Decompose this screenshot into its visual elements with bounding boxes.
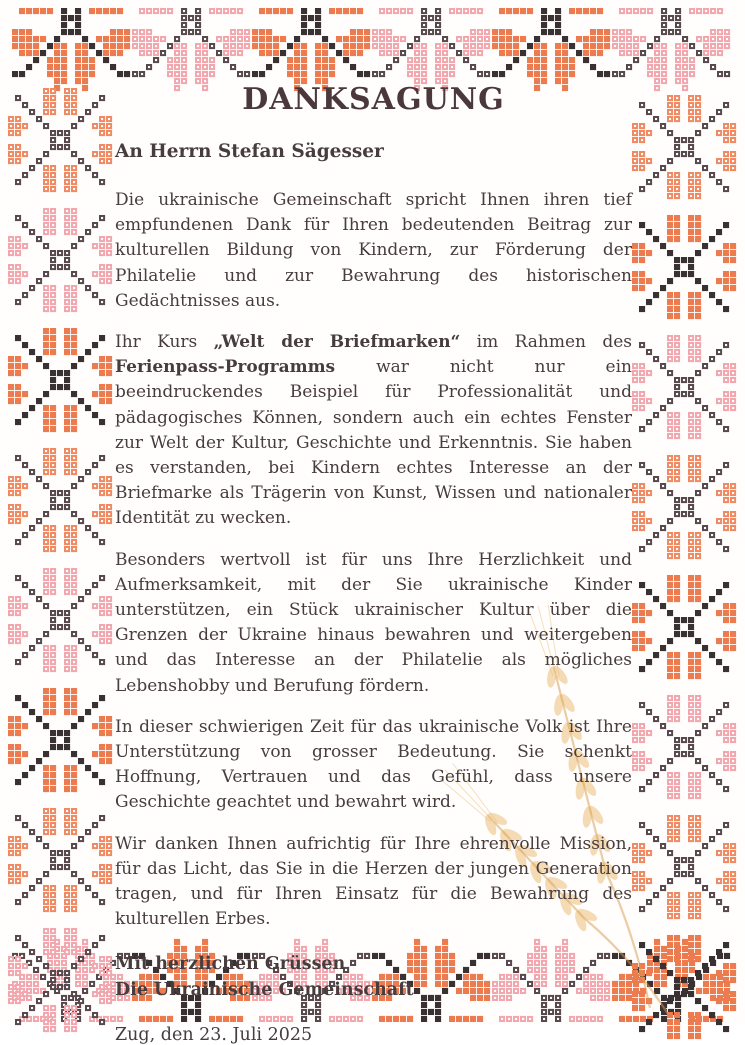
border-left [8, 88, 112, 1032]
p2-text-2: im Rahmen des [460, 332, 633, 353]
p2-course-title: „Welt der Briefmarken“ [213, 332, 461, 353]
letter-content [115, 82, 632, 1045]
p2-text-3: war nicht nur ein beeindruckendes Beispiel für Professionalität und pädagogisches Können, sondern auch ein echtes Fenster zur Welt der Kultur, Geschichte und Erkenntnis. Sie haben es verstanden, bei Kindern echtes Interesse an der Briefmarke als Trägerin von Kunst, Wissen und nationaler Identität zu wecken. [115, 357, 632, 529]
closing-salutation: Mit herzlichen Grüssen [115, 954, 346, 975]
paragraph-thanks: Wir danken Ihnen aufrichtig für Ihre ehrenvolle Mission, für das Licht, das Sie in die Herzen der jungen Generation tragen, und für Ihren Einsatz für die Bewahrung des kulturellen Erbes. [115, 833, 632, 930]
paragraph-gratitude: Die ukrainische Gemeinschaft spricht Ihnen ihren tief empfundenen Dank für Ihren bedeutenden Beitrag zur kulturellen Bildung von Kindern, zur Förderung der Philatelie und zur Bewahrung des historischen Gedächtnisses aus. [115, 190, 632, 311]
border-right [632, 95, 736, 1039]
p2-text-1: Ihr Kurs [115, 332, 214, 353]
closing-block [115, 952, 632, 1003]
p2-program-name: Ferienpass-Programms [115, 357, 336, 378]
date-line: Zug, den 23. Juli 2025 [115, 1025, 313, 1045]
paragraph-course [115, 330, 632, 532]
recipient-line: An Herrn Stefan Sägesser [115, 141, 384, 162]
paragraph-appreciation: Besonders wertvoll ist für uns Ihre Herzlichkeit und Aufmerksamkeit, mit der Sie ukrainische Kinder unterstützen, ein Stück ukrainischer Kultur über die Grenzen der Ukraine hinaus bewahren und weitergeben und das Interesse an der Philatelie als mögliches Lebenshobby und Berufung fördern. [115, 549, 632, 696]
closing-signature: Die Ukrainische Gemeinschaft [115, 979, 414, 1000]
letter-title: DANKSAGUNG [242, 82, 505, 117]
border-top [12, 8, 730, 91]
paragraph-support: In dieser schwierigen Zeit für das ukrainische Volk ist Ihre Unterstützung von grosser Bedeutung. Sie schenkt Hoffnung, Vertrauen und das Gefühl, dass unsere Geschichte geachtet und bewahrt wird. [115, 716, 632, 813]
